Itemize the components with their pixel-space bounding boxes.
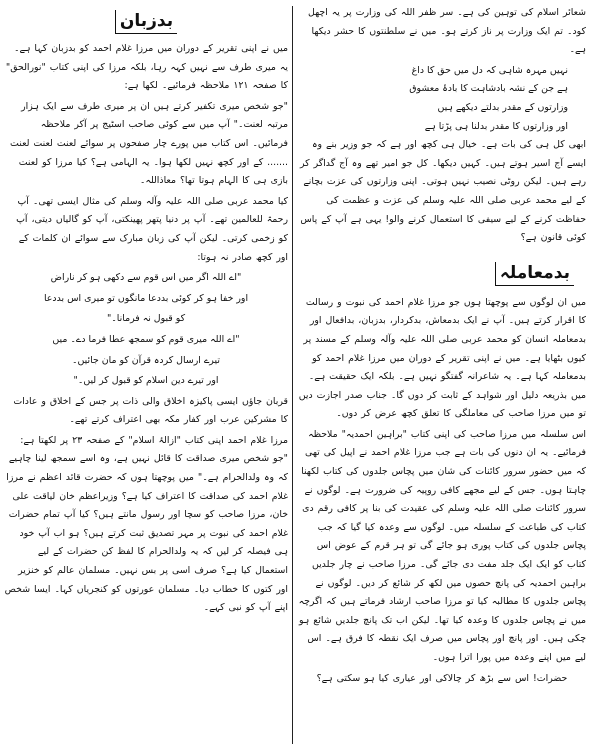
closing-line: حضرات! اس سے بڑھ کر چالاکی اور عیاری کیا ہو سکتی ہے؟	[316, 672, 568, 684]
section-heading-badzuban: بدزبان	[115, 10, 177, 34]
quote-line: اور تیرے دین اسلام کو قبول کر لیں۔"	[73, 375, 219, 387]
paragraph: قربان جاؤں ایسی پاکیزہ اخلاق والی ذات پر جس کے اخلاق و عادات کا مشرکین عرب اور کفار مکہ بھی اعتراف کرتے تھے۔	[13, 395, 288, 426]
right-column	[298, 4, 586, 744]
quote-line: "اے اللہ اگر میں اس قوم سے دکھی ہو کر ناراض	[50, 272, 242, 284]
paragraph: "جو شخص میری تکفیر کرتے ہیں ان پر میری طرف سے ایک ہزار مرتبہ لعنت۔" آپ میں سے کوئی صاحب اسٹیج پر آکر ملاحظہ فرمائیں۔ اس کتاب میں پورے چار صفحوں پر سوائے لعنت لعنت لعنت ....... کے اور کچھ نہیں لکھا ہوا۔ یہ الہامی ہے؟ کیا مرزا کو لعنت بازی ہی کا الہام ہوتا تھا؟ معاذاللہ۔	[10, 100, 288, 187]
verse-line: اور وزارتوں کا مقدر بدلنا ہی پڑتا ہے	[424, 120, 568, 132]
paragraph: میں نے اپنی تقریر کے دوران میں مرزا غلام احمد کو بدزبان کہا ہے۔ یہ میری طرف سے نہیں کہہ رہا، بلکہ مرزا کی اپنی کتاب "نورالحق" کا صفحہ ۱۲۱ ملاحظہ فرمائیے۔ لکھا ہے:	[5, 43, 288, 92]
paragraph: شعائر اسلام کی توہین کی ہے۔ سر ظفر اللہ کی وزارت پر یہ اچھل کود۔ تم ایک وزارت پر ناز کرتے ہو۔ میں نے سلطنتوں کا حشر دیکھا ہے۔	[307, 7, 586, 56]
quote-line: "اے اللہ میری قوم کو سمجھ عطا فرما دے۔ میں	[52, 333, 240, 345]
quote-line: اور خفا ہو کر کوئی بددعا مانگوں تو میری اس بددعا	[43, 292, 249, 304]
heading-wrap-right	[298, 262, 574, 286]
verse-line: وزارتوں کے مقدر بدلتے دیکھے ہیں	[437, 101, 568, 113]
quote-line: تیرے ارسال کردہ قرآن کو مان جائیں۔	[72, 354, 220, 366]
paragraph: کیا محمد عربی صلی اللہ علیہ وآلہ وسلم کی مثال ایسی تھی۔ آپ رحمۃ للعالمین تھے۔ آپ پر دنیا پتھر پھینکتی، آپ کو گالیاں دیتی، آپ کو زخمی کرتی۔ لیکن آپ کی زبان مبارک سے سوائے ان کلمات کے اور کچھ صادر نہ ہوتا:	[16, 195, 288, 263]
column-divider	[292, 6, 293, 744]
section-heading-badmuamla: بدمعاملہ	[495, 262, 574, 286]
paragraph: میں ان لوگوں سے پوچھتا ہوں جو مرزا غلام احمد کی نبوت و رسالت کا اقرار کرتے ہیں۔ آپ نے ایک بدمعاش، بدکردار، بدزبان، بدافعال اور بدمعاملہ انسان کو محمد عربی صلی اللہ علیہ وآلہ وسلم کے مسند پر کیوں بٹھایا ہے۔ میں نے اپنی تقریر کے دوران میں مرزا غلام احمد کو بدمعاملہ کہا ہے۔ یہ شاعرانہ گفتگو نہیں ہے۔ بلکہ ایک حقیقت ہے۔ میں بذریعہ دلیل اور شواہد کے ثابت کر دوں گا۔ جناب صدر اجازت دیں تو میں مرزا صاحب کی معاملگی کا تعلق کچھ عرض کر دوں۔	[298, 296, 586, 420]
paragraph: ابھی کل ہی کی بات ہے۔ خیال ہی کچھ اور ہے کہ جو وزیر بنے وہ ایسے آج اسیر ہوتے ہیں۔ کہیں دیکھا۔ کل جو امیر تھے وہ آج گداگر کر رہے ہیں۔ لیکن روٹی نصیب نہیں ہوتی۔ اپنی وزارتوں کی عزت بچانے کے لیے محمد عربی صلی اللہ علیہ وسلم کی عزت و عظمت کی حفاظت کرنے کے لیے سیفی کا استعمال کرنے والو! یہی ہے آپ کے پاس کوئی قانون ہے؟	[299, 139, 586, 244]
paragraph: مرزا غلام احمد اپنی کتاب "ازالۂ اسلام" کے صفحہ ۲۳ پر لکھتا ہے: "جو شخص میری صداقت کا قائل نہیں ہے، وہ اسے سمجھ لینا چاہیے کہ وہ ولدالحرام ہے۔" میں پوچھتا ہوں کہ حضرت قائد اعظم نے مرزا غلام احمد کی صداقت کا اعتراف کیا ہے؟ وزیراعظم خان لیاقت علی خان، مرزا صاحب کو سچا اور رسول مانتے ہیں؟ کیا آپ تمام حضرات غلام احمد کی نبوت پر مہر تصدیق ثبت کرتے ہیں؟ ہو اب آپ خود ہی فیصلہ کر لیں کہ یہ ولدالحرام کا لفظ کن حضرات کے لیے استعمال کیا ہے؟ صرف اسی پر بس نہیں۔ مسلمان عالم کو خنزیر اور کتوں کا خطاب دیا۔ مسلمان عورتوں کو کنجریاں کہا۔ ایسا شخص اپنے آپ کو نبی کہے۔	[4, 434, 288, 614]
verse-line: نہیں مہرہ شاہی کہ دل میں حق کا داغ	[411, 64, 568, 76]
paragraph: اس سلسلہ میں مرزا صاحب کی اپنی کتاب "براہین احمدیہ" ملاحظہ فرمائیے۔ یہ ان دنوں کی بات ہے جب مرزا غلام احمد نے اپیل کی تھی کہ میں حضور سرور کائنات کی شان میں پچاس جلدوں کی کتاب لکھنا چاہتا ہوں۔ جس کے لیے مجھے کافی روپیہ کی ضرورت ہے۔ لوگوں نے سرور کائنات صلی اللہ علیہ وسلم کی عقیدت کی بنا پر کافی رقم دی کتاب کی طباعت کے سلسلہ میں۔ لوگوں سے وعدہ کیا گیا کہ جب پچاس جلدوں کی کتاب پوری ہو جائے گی تو ہر قرم کے عوض اس کتاب کو ایک ایک جلد مفت دی جائے گی۔ مرزا صاحب نے چار جلدیں براہین احمدیہ کی پانچ حصوں میں لکھ کر شائع کر دیں۔ لوگوں نے پچاس جلدوں کا مطالبہ کیا تو مرزا صاحب ارشاد فرماتے ہیں کہ اگرچہ میں نے پچاس جلدوں کا وعدہ کیا تھا۔ لیکن اب تک پانچ جلدیں شائع ہو چکی ہیں۔ اور پانچ اور پچاس میں صرف ایک نقطہ کا فرق ہے۔ اس لیے میں اپنے وعدہ میں پورا اترا ہوں۔	[298, 428, 586, 663]
left-column	[4, 4, 288, 744]
quote-line: کو قبول نہ فرمانا۔"	[106, 313, 186, 325]
heading-wrap-left	[4, 10, 288, 34]
verse-line: ہے جن کے نشہ بادشاہت کا بادۂ معشوق	[409, 83, 568, 95]
